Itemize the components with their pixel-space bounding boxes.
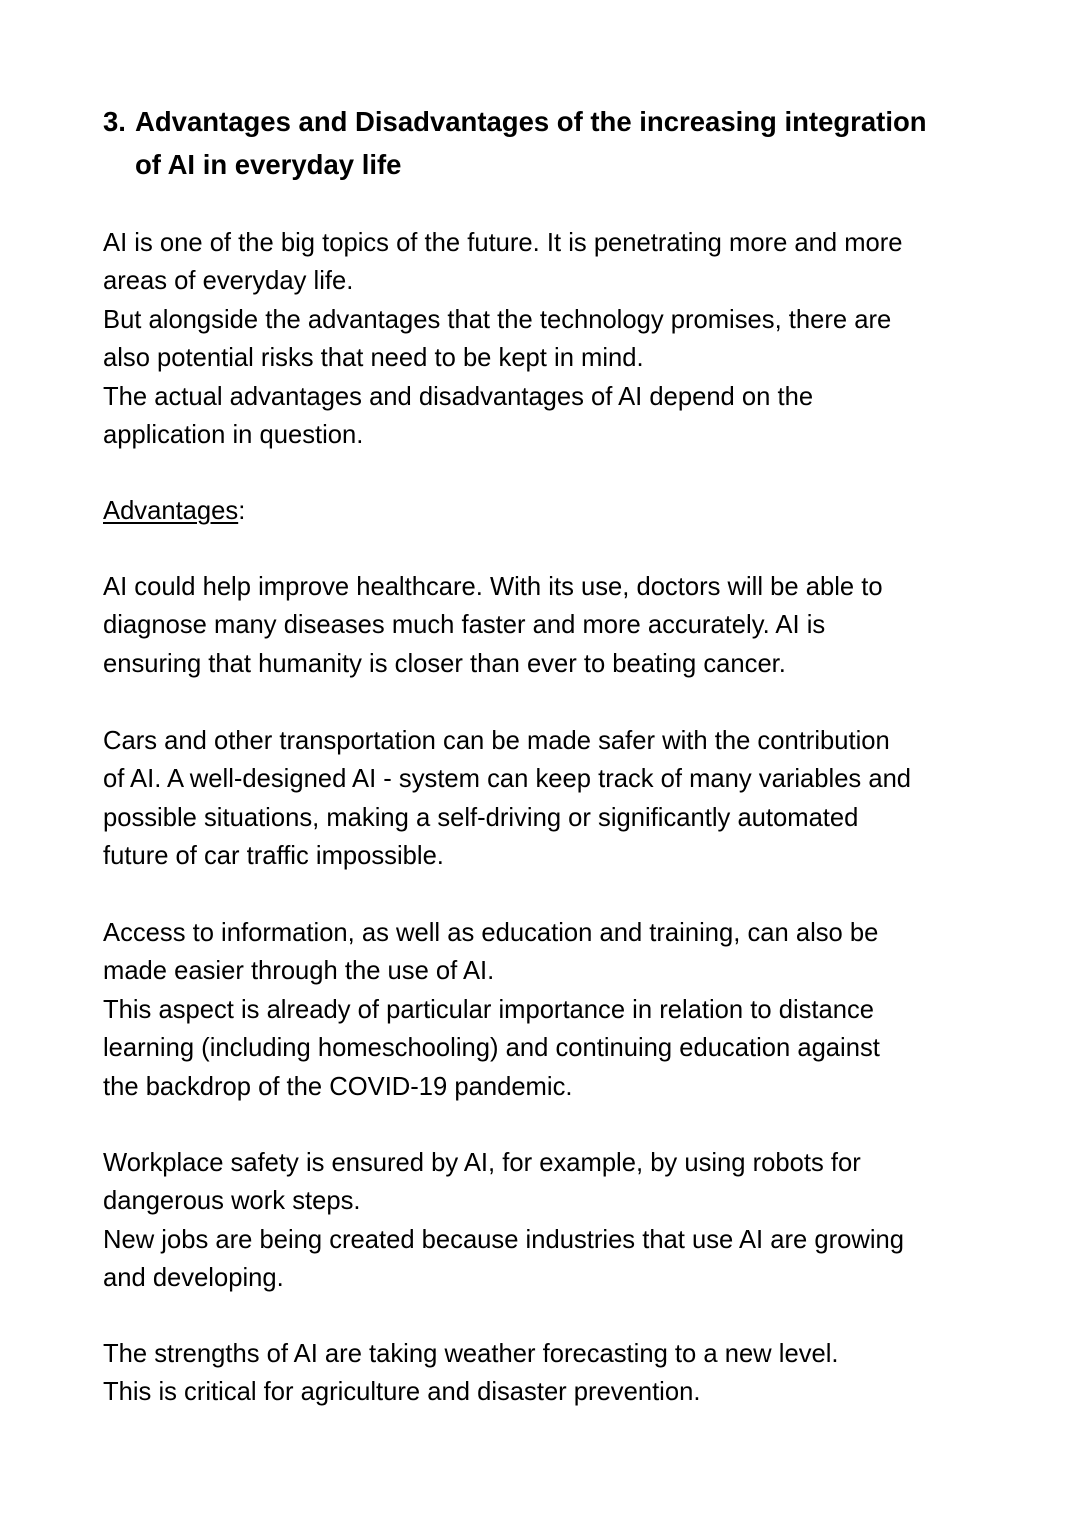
text-line: The actual advantages and disadvantages of AI depend on the [103, 382, 814, 411]
advantages-label [103, 492, 245, 530]
text-line: ensuring that humanity is closer than ever to beating cancer. [103, 649, 786, 678]
text-line: possible situations, making a self-driving or significantly automated [103, 803, 859, 832]
text-line: application in question. [103, 421, 364, 450]
text-line: also potential risks that need to be kept in mind. [103, 344, 644, 373]
advantages-label-text: Advantages [103, 497, 239, 525]
section-heading-line-2: of AI in everyday life [135, 149, 402, 180]
section-number: 3. [103, 106, 126, 137]
text-line: Workplace safety is ensured by AI, for example, by using robots for [103, 1149, 861, 1177]
advantage-paragraph-weather [103, 1335, 1003, 1412]
section-heading-line-1: Advantages and Disadvantages of the increasing integration [135, 106, 927, 137]
advantages-label-colon: : [238, 497, 246, 525]
text-line: learning (including homeschooling) and continuing education against [103, 1034, 880, 1063]
text-line: and developing. [103, 1264, 284, 1293]
advantage-paragraph-healthcare [103, 568, 1003, 683]
text-line: future of car traffic impossible. [103, 842, 444, 871]
text-line: The strengths of AI are taking weather forecasting to a new level. [103, 1340, 839, 1368]
text-line: New jobs are being created because industries that use AI are growing [103, 1225, 904, 1254]
text-line: AI is one of the big topics of the future. It is penetrating more and more [103, 229, 903, 257]
advantage-paragraph-workplace [103, 1144, 1003, 1298]
text-line: This aspect is already of particular importance in relation to distance [103, 995, 875, 1024]
text-line: AI could help improve healthcare. With its use, doctors will be able to [103, 573, 883, 601]
text-line: the backdrop of the COVID-19 pandemic. [103, 1072, 573, 1101]
advantage-paragraph-education [103, 914, 1003, 1106]
text-line: But alongside the advantages that the technology promises, there are [103, 305, 892, 334]
section-heading [103, 100, 1003, 186]
intro-paragraph [103, 224, 1003, 454]
text-line: Access to information, as well as education and training, can also be [103, 919, 879, 947]
advantage-paragraph-transportation [103, 722, 1003, 876]
text-line: Cars and other transportation can be made safer with the contribution [103, 727, 890, 755]
text-line: of AI. A well-designed AI - system can keep track of many variables and [103, 765, 912, 794]
text-line: diagnose many diseases much faster and more accurately. AI is [103, 611, 826, 640]
text-line: areas of everyday life. [103, 267, 354, 296]
text-line: This is critical for agriculture and disaster prevention. [103, 1378, 701, 1407]
text-line: made easier through the use of AI. [103, 957, 495, 986]
text-line: dangerous work steps. [103, 1187, 361, 1216]
